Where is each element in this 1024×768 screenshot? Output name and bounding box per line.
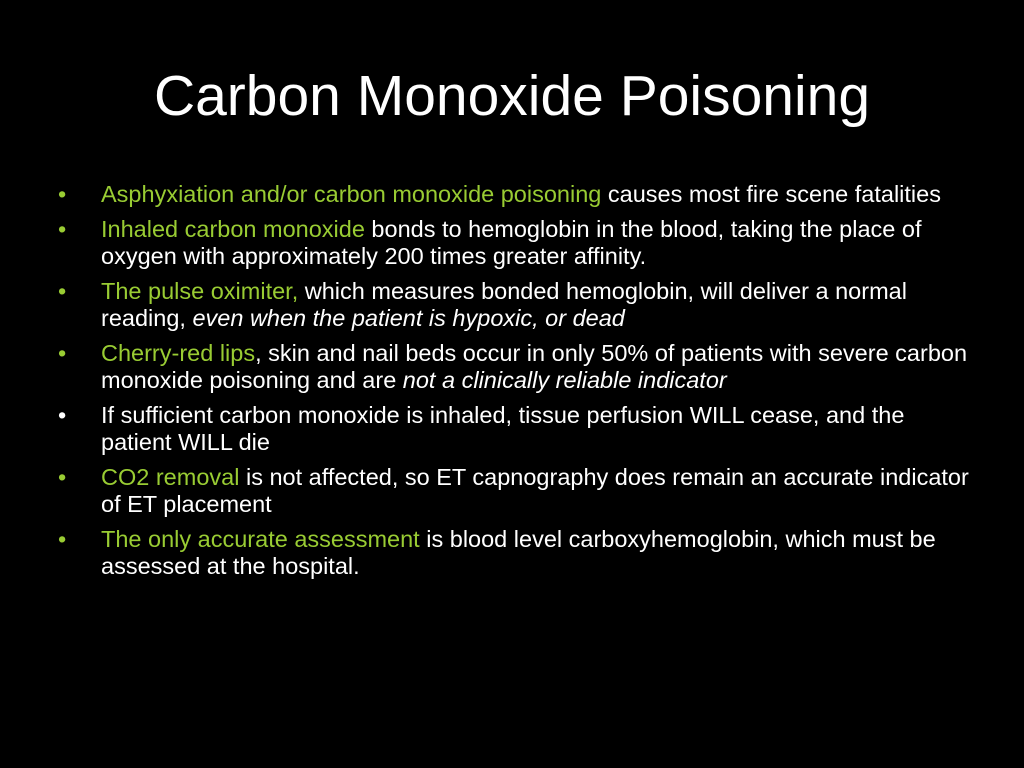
bullet-dot-icon: • [58,464,67,490]
bullet-text: causes most fire scene fatalities [601,181,941,207]
bullet-highlight-text: The pulse oximiter, [101,278,299,304]
bullet-dot-icon: • [58,402,67,428]
slide-title: Carbon Monoxide Poisoning [153,64,871,128]
bullet-dot-icon: • [58,216,67,242]
bullet-text: bonds to hemoglobin in the blood, taking the place of oxygen with approximately 200 times greater affinity. [101,216,922,269]
bullet-item [58,402,978,456]
bullet-list [58,181,978,588]
bullet-highlight-text: CO2 removal [101,464,240,490]
bullet-dot-icon: • [58,526,67,552]
bullet-item [58,181,978,208]
bullet-dot-icon: • [58,278,67,304]
bullet-item [58,464,978,518]
bullet-dot-icon: • [58,181,67,207]
bullet-item [58,340,978,394]
bullet-item [58,278,978,332]
bullet-text: which measures bonded hemoglobin, will deliver a normal reading, [101,278,907,331]
bullet-text: is blood level carboxyhemoglobin, which must be assessed at the hospital. [101,526,936,579]
bullet-dot-icon: • [58,340,67,366]
bullet-highlight-text: Inhaled carbon monoxide [101,216,365,242]
bullet-text: If sufficient carbon monoxide is inhaled, tissue perfusion WILL cease, and the patient WILL die [101,402,905,455]
bullet-highlight-text: Asphyxiation and/or carbon monoxide poisoning [101,181,602,207]
bullet-item [58,526,978,580]
bullet-text: not a clinically reliable indicator [402,367,727,393]
bullet-text: even when the patient is hypoxic, or dead [192,305,625,331]
bullet-highlight-text: The only accurate assessment [101,526,420,552]
bullet-highlight-text: Cherry-red lips [101,340,256,366]
bullet-text: is not affected, so ET capnography does remain an accurate indicator of ET placement [101,464,969,517]
bullet-item [58,216,978,270]
bullet-text: , skin and nail beds occur in only 50% of patients with severe carbon monoxide poisoning and are [101,340,968,393]
